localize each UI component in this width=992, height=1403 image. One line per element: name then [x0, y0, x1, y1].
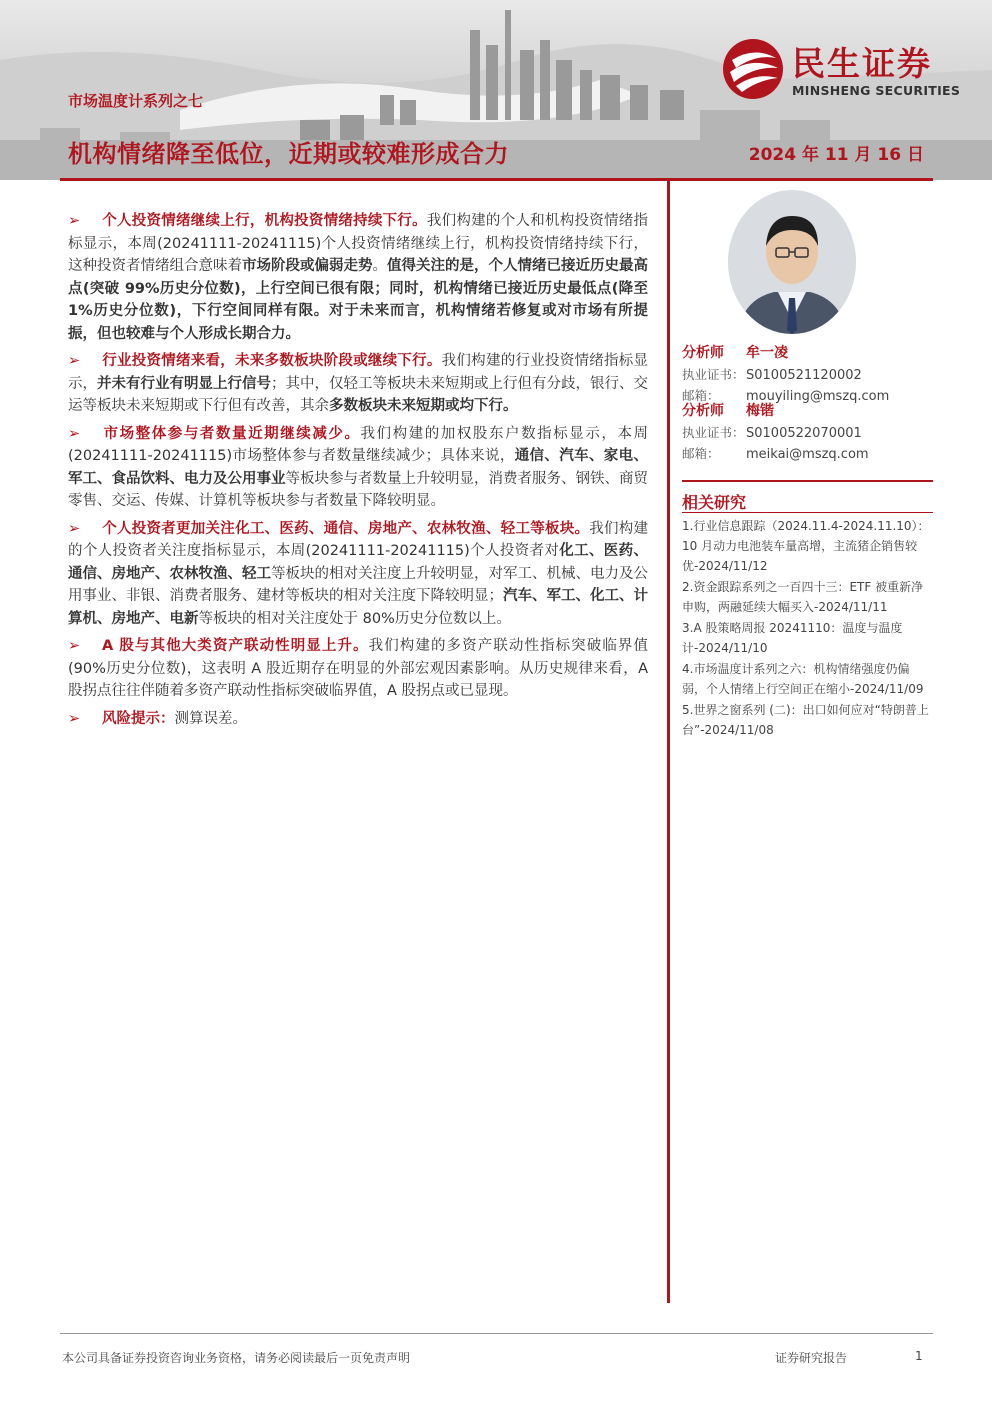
footer-divider — [60, 1333, 933, 1334]
footer-notice: 本公司具备证券投资咨询业务资格，请务必阅读最后一页免责声明 — [62, 1351, 411, 1365]
header-divider — [60, 178, 933, 181]
analyst-1 — [682, 342, 889, 404]
bullet-arrow-icon: ➢ — [68, 353, 81, 369]
summary-body — [68, 210, 648, 735]
related-research-item[interactable]: 4.市场温度计系列之六：机构情绪强度仍偏弱，个人情绪上行空间正在缩小-2024/11/09 — [682, 662, 924, 696]
summary-paragraph — [68, 210, 648, 345]
summary-paragraph — [68, 635, 648, 703]
report-title: 机构情绪降至低位，近期或较难形成合力 — [68, 140, 509, 168]
paragraph-heading: A 股与其他大类资产联动性明显上升。 — [102, 638, 369, 654]
paragraph-heading: 行业投资情绪来看，未来多数板块阶段或继续下行。 — [102, 353, 442, 369]
analyst-photo — [728, 190, 856, 334]
analyst-email[interactable]: mouyiling@mszq.com — [746, 389, 890, 404]
logo-english-text: MINSHENG SECURITIES — [792, 83, 961, 98]
related-research-item[interactable]: 1.行业信息跟踪（2024.11.4-2024.11.10）：10 月动力电池装车量高增，主流猪企销售较优-2024/11/12 — [682, 519, 930, 573]
summary-paragraph — [68, 423, 648, 513]
bullet-arrow-icon: ➢ — [68, 638, 81, 654]
analyst-role: 分析师 — [682, 403, 724, 419]
summary-paragraph — [68, 518, 648, 631]
analyst-role: 分析师 — [682, 345, 724, 361]
logo-chinese-text: 民生证券 — [792, 44, 932, 83]
cert-label: 执业证书： — [682, 425, 745, 440]
email-label: 邮箱： — [682, 446, 720, 461]
paragraph-text: 。 — [372, 258, 387, 274]
bullet-arrow-icon: ➢ — [68, 520, 81, 537]
paragraph-text: 我们构建的个人投资者关注度指标显示，本周(20241111-20241115)个人投资者对 — [68, 520, 649, 559]
related-research-item[interactable]: 5.世界之窗系列 (二)：出口如何应对“特朗普上台”-2024/11/08 — [682, 703, 929, 737]
emphasis-text: 汽车、军工、化工、计算机、房地产、电新 — [68, 588, 648, 627]
cert-number: S0100521120002 — [746, 368, 862, 383]
minsheng-logo — [722, 38, 962, 104]
analyst-2 — [682, 400, 869, 462]
footer-report-type: 证券研究报告 — [775, 1351, 848, 1365]
paragraph-text: 等板块的相对关注度处于 80%历史分位数以上。 — [198, 610, 511, 627]
series-label: 市场温度计系列之七 — [68, 92, 204, 110]
analyst-name: 梅锴 — [746, 403, 774, 419]
emphasis-text: 市场阶段或偏弱走势 — [242, 258, 373, 274]
column-divider — [667, 181, 670, 1303]
report-date: 2024 年 11 月 16 日 — [748, 145, 924, 165]
related-top-rule — [682, 480, 933, 482]
brand-mark-icon — [722, 38, 784, 100]
paragraph-heading: 个人投资者更加关注化工、医药、通信、房地产、农林牧渔、轻工等板块。 — [102, 520, 590, 537]
related-bottom-rule — [682, 512, 933, 513]
emphasis-text: 通信、汽车、家电、军工、食品饮料、电力及公用事业 — [68, 448, 648, 487]
bullet-arrow-icon: ➢ — [68, 213, 81, 229]
paragraph-text: 我们构建的多资产联动性指标突破临界值(90%历史分位数)，这表明 A 股近期存在明显的外部宏观因素影响。从历史规律来看，A 股拐点往往伴随着多资产联动性指标突破临界值，A 股拐点或已显现。 — [68, 638, 648, 699]
paragraph-text: 我们构建的行业投资情绪指标显示， — [68, 353, 649, 392]
cert-number: S0100522070001 — [746, 426, 862, 441]
paragraph-heading: 个人投资情绪继续上行，机构投资情绪持续下行。 — [102, 213, 427, 229]
cert-label: 执业证书： — [682, 367, 745, 382]
paragraph-heading: 市场整体参与者数量近期继续减少。 — [102, 425, 361, 442]
bullet-arrow-icon: ➢ — [68, 425, 81, 442]
emphasis-text: 多数板块未来短期或均下行。 — [329, 398, 518, 414]
paragraph-text: 等板块参与者数量上升较明显，消费者服务、钢铁、商贸零售、交运、传媒、计算机等板块参与者数量下降较明显。 — [68, 470, 648, 509]
emphasis-text: 并未有行业有明显上行信号 — [97, 375, 271, 392]
paragraph-text: 我们构建的个人和机构投资情绪指标显示，本周(20241111-20241115)个人投资情绪继续上行，机构投资情绪持续下行，这种投资者情绪组合意味着 — [68, 213, 648, 274]
emphasis-text: 化工、医药、通信、房地产、农林牧渔、轻工 — [68, 543, 649, 582]
related-research-item[interactable]: 3.A 股策略周报 20241110：温度与温度计-2024/11/10 — [682, 621, 903, 655]
analyst-name: 牟一凌 — [746, 345, 788, 361]
bullet-arrow-icon: ➢ — [68, 710, 81, 727]
paragraph-text: 测算误差。 — [174, 710, 247, 727]
summary-paragraph — [68, 708, 648, 731]
summary-paragraph — [68, 350, 648, 418]
paragraph-text: 我们构建的加权股东户数指标显示，本周(20241111-20241115)市场整体参与者数量继续减少；具体来说， — [68, 425, 648, 464]
analyst-email[interactable]: meikai@mszq.com — [746, 447, 869, 462]
paragraph-text: ；其中，仅轻工等板块未来短期或上行但有分歧，银行、交运等板块未来短期或下行但有改善，其余 — [68, 375, 648, 414]
page-number: 1 — [915, 1349, 923, 1363]
paragraph-text: 等板块的相对关注度上升较明显，对军工、机械、电力及公用事业、非银、消费者服务、建材等板块的相对关注度下降较明显； — [68, 565, 648, 604]
paragraph-heading: 风险提示： — [102, 710, 175, 727]
related-research-list — [682, 516, 932, 741]
related-research-item[interactable]: 2.资金跟踪系列之一百四十三：ETF 被重新净申购，两融延续大幅买入-2024/11/11 — [682, 580, 924, 614]
related-research-heading: 相关研究 — [682, 493, 747, 512]
emphasis-text: 值得关注的是，个人情绪已接近历史最高点(突破 99%历史分位数)，上行空间已很有限；同时，机构情绪已接近历史最低点(降至 1%历史分位数)，下行空间同样有限。对于未来而言，机构情绪若修复或对市场有所提振，但也较难与个人形成长期合力。 — [68, 258, 648, 342]
email-label: 邮箱： — [682, 388, 720, 403]
